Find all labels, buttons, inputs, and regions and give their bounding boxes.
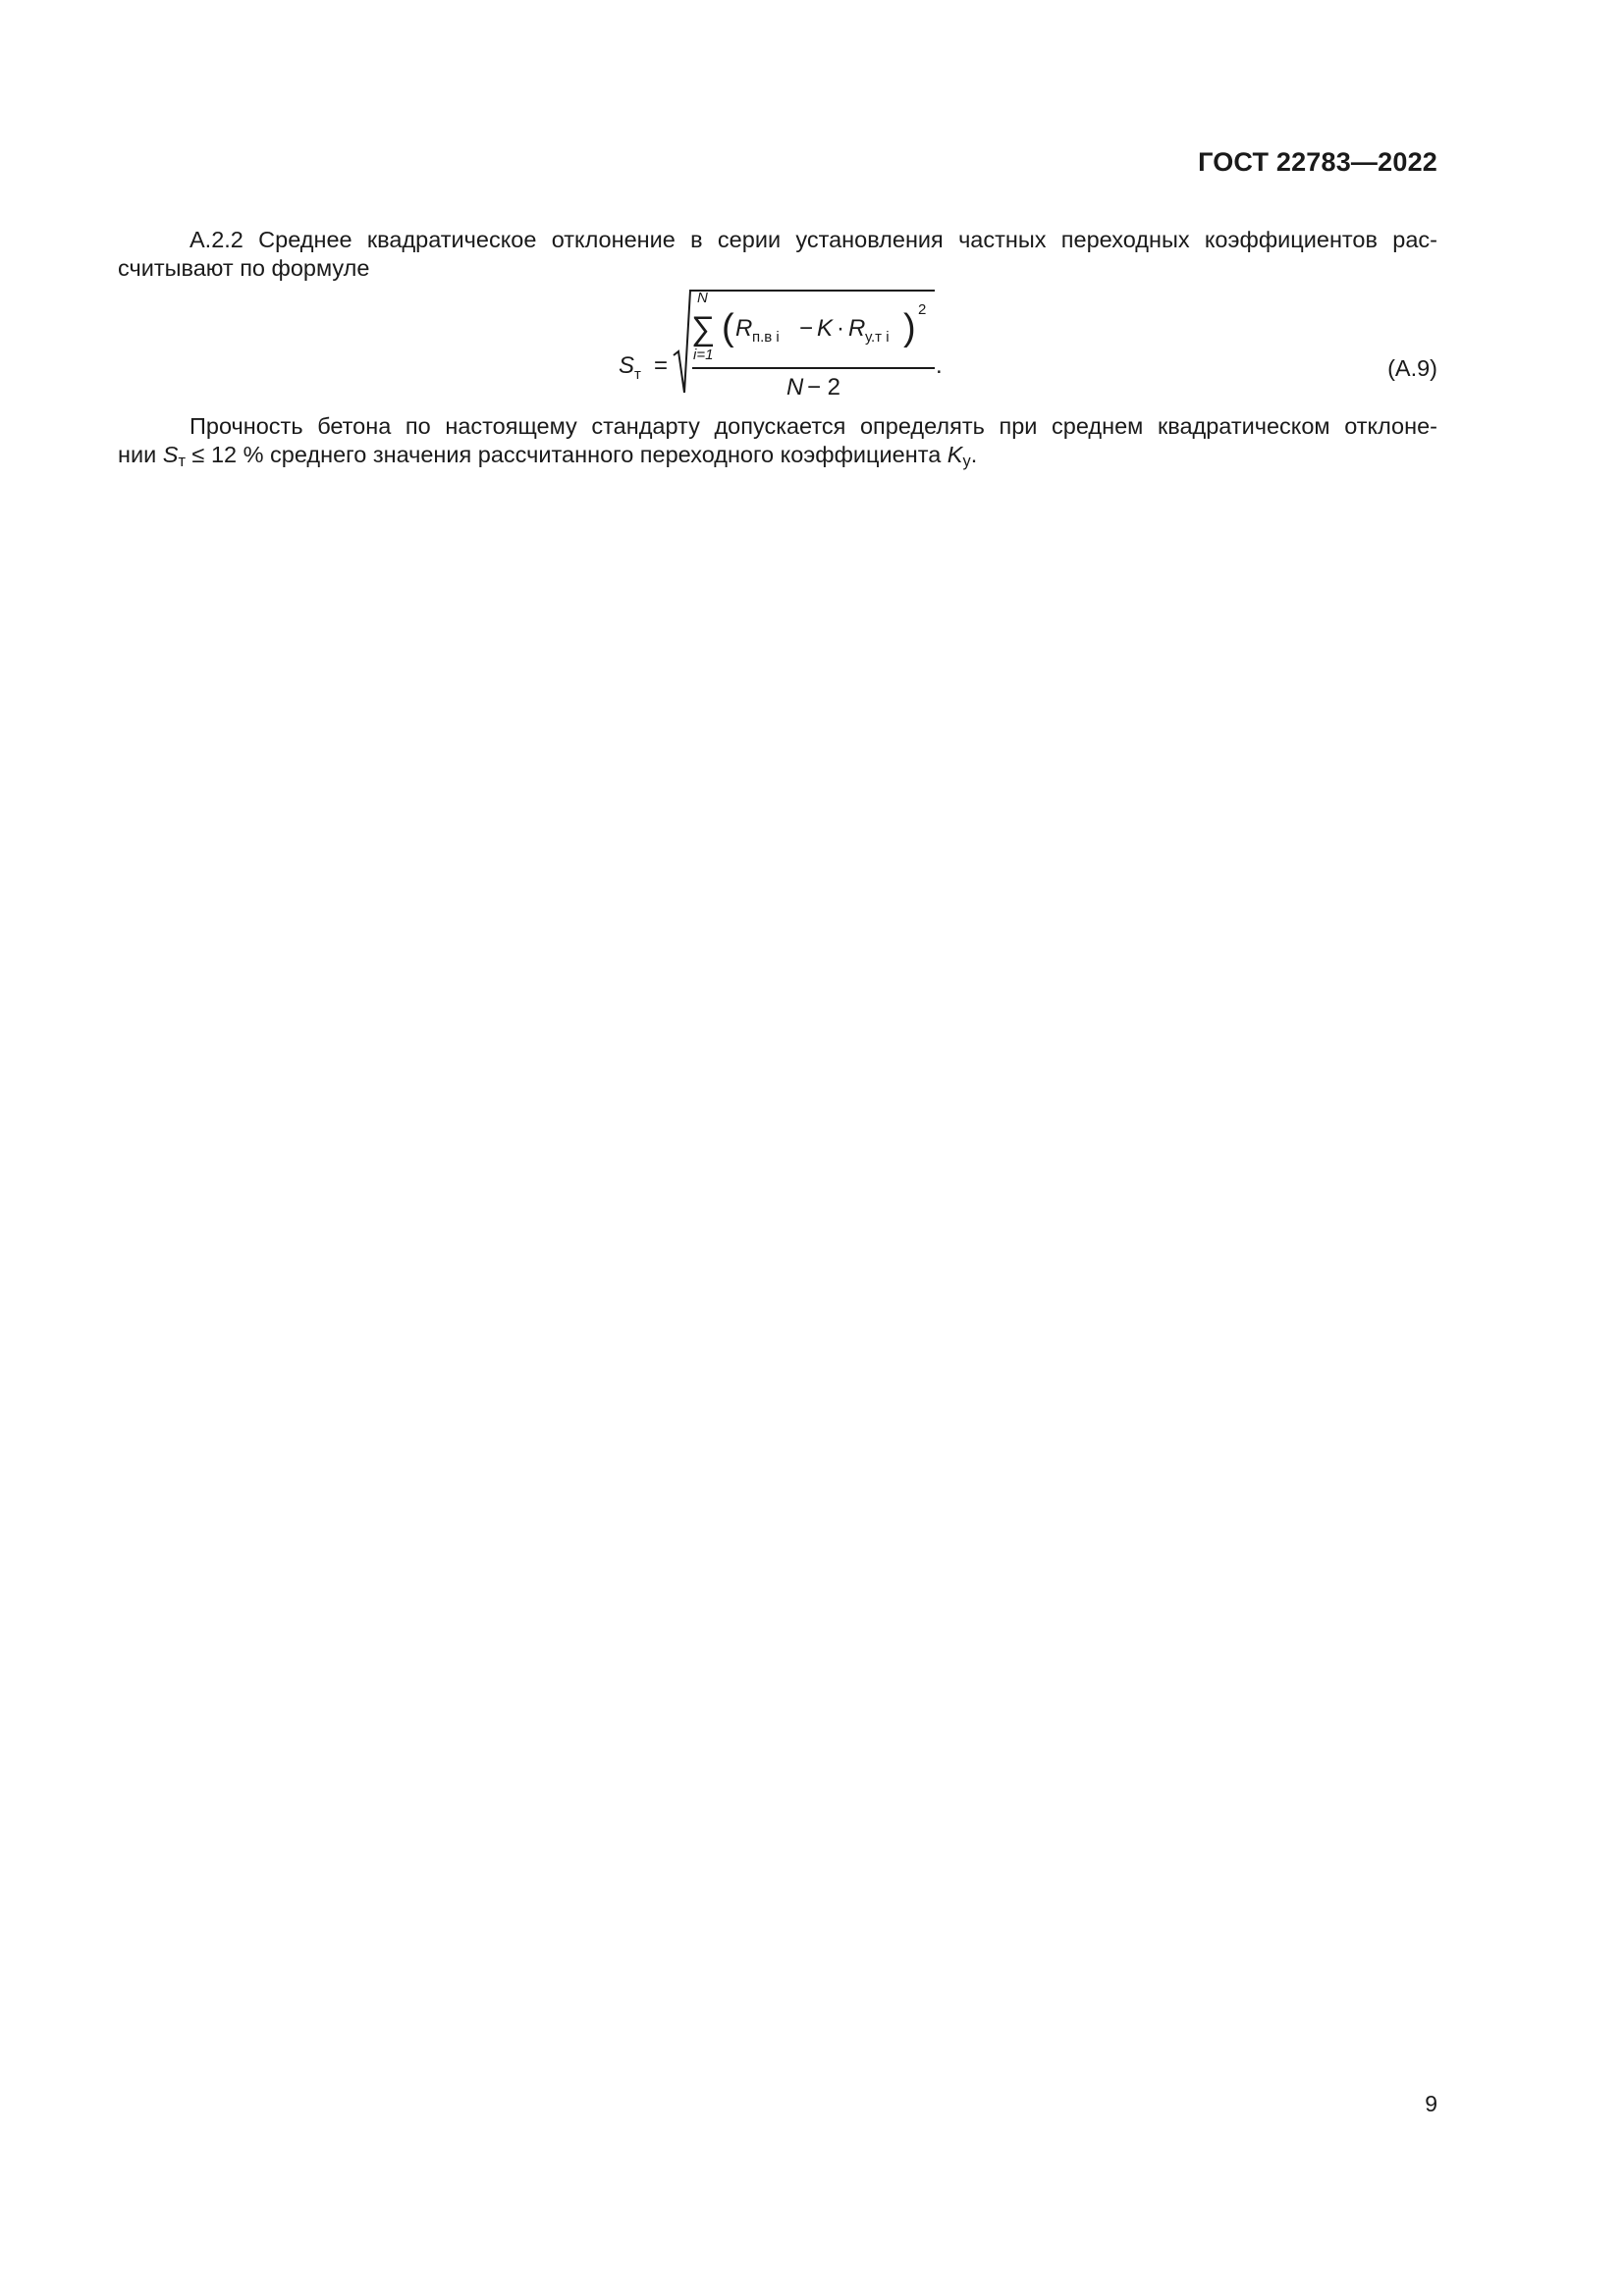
paragraph-line: А.2.2 Среднее квадратическое отклонение в серии установления частных переходных коэффициентов рас-	[189, 227, 1437, 252]
denominator-rest: − 2	[807, 374, 841, 400]
formula-k: K	[817, 315, 834, 342]
formula-graphic	[0, 285, 1624, 407]
formula-dot: ·	[837, 315, 844, 342]
formula-minus: −	[799, 315, 814, 342]
formula-a9	[0, 285, 1624, 407]
formula-r2-subscript: у.т i	[865, 329, 890, 346]
formula-r2: R	[848, 315, 866, 342]
page-number: 9	[1425, 2091, 1437, 2116]
paragraph-line	[118, 441, 1437, 469]
text-fragment: ≤ 12 % среднего значения рассчитанного переходного коэффициента	[185, 442, 947, 467]
paragraph-line: считывают по формуле	[118, 255, 370, 281]
formula-r1-subscript: п.в i	[752, 329, 780, 346]
symbol-s-subscript: т	[178, 453, 186, 470]
paragraph-line: Прочность бетона по настоящему стандарту допускается определять при среднем квадратическом отклоне-	[189, 413, 1437, 439]
formula-lhs-subscript: т	[634, 366, 641, 383]
formula-r1: R	[735, 315, 753, 342]
strength-paragraph	[118, 412, 1437, 469]
formula-lhs-symbol: S	[619, 352, 635, 379]
formula-equals: =	[654, 352, 669, 379]
symbol-s: S	[162, 442, 179, 467]
sum-lower-limit: i=1	[693, 347, 714, 363]
symbol-k-subscript: у	[962, 453, 971, 470]
document-code: ГОСТ 22783—2022	[1198, 147, 1437, 177]
section-a22-paragraph	[118, 226, 1437, 283]
close-paren: )	[903, 307, 916, 348]
symbol-k: K	[947, 442, 963, 467]
formula-period: .	[936, 352, 943, 379]
sum-upper-limit: N	[697, 290, 708, 306]
open-paren: (	[722, 307, 734, 348]
denominator-n: N	[786, 374, 804, 400]
formula-exponent: 2	[918, 301, 927, 318]
text-fragment: нии	[118, 442, 163, 467]
equation-number: (А.9)	[1387, 355, 1437, 381]
text-fragment: .	[970, 442, 978, 467]
sum-sigma: ∑	[691, 310, 716, 347]
